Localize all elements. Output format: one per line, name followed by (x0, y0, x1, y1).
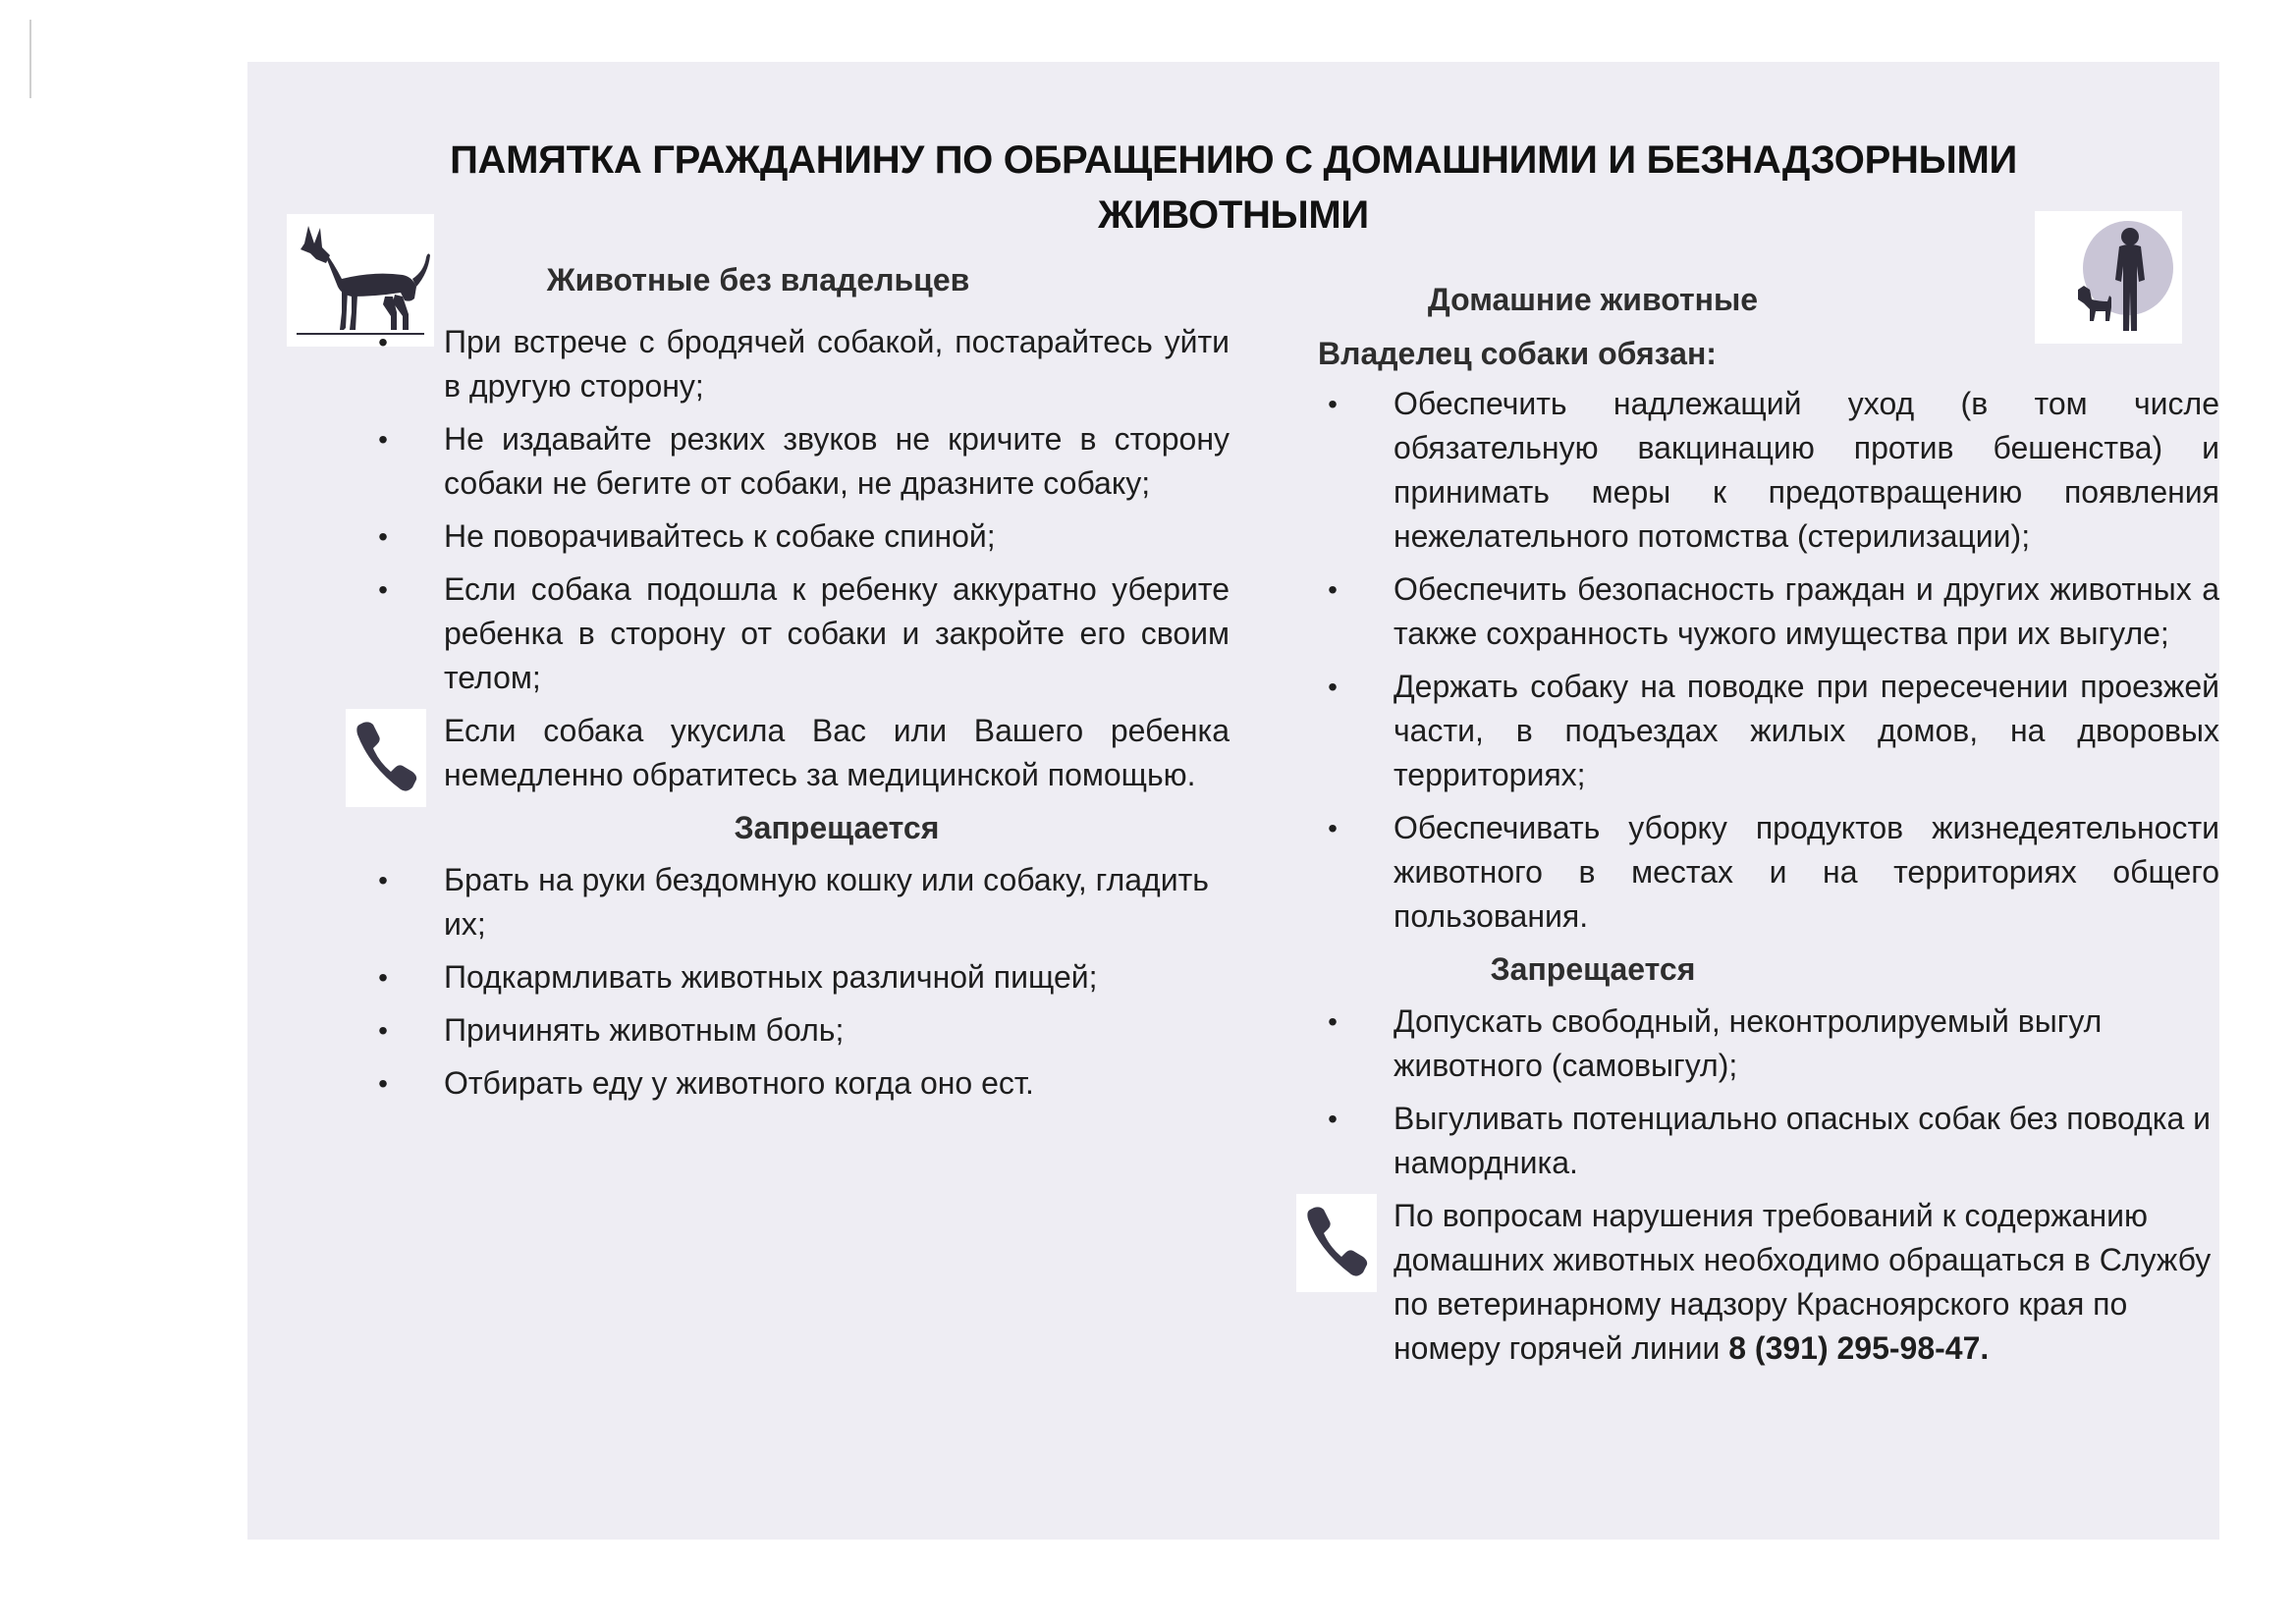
phone-icon (1296, 1194, 1377, 1292)
hotline-note (1318, 1194, 2219, 1371)
pets-heading: Домашние животные (1427, 282, 1759, 317)
bullet-icon: • (378, 521, 388, 552)
owner-duties-list (1318, 382, 2219, 939)
list-item (1318, 665, 2219, 797)
bullet-icon: • (1328, 1006, 1338, 1037)
list-item-text: Обеспечить надлежащий уход (в том числе обязательную вакцинацию против бешенства) и принимать меры к предотвращению появления нежелательного потомства (стерилизации); (1394, 386, 2219, 554)
list-item-text: Если собака подошла к ребенку аккуратно уберите ребенка в сторону от собаки и закройте его своим телом; (444, 571, 1230, 695)
owner-duties-heading: Владелец собаки обязан: (1318, 336, 1717, 371)
list-item-text: Обеспечить безопасность граждан и других животных а также сохранность чужого имущества при их выгуле; (1394, 571, 2219, 651)
phone-image (346, 709, 426, 807)
list-item (247, 320, 1230, 408)
list-item-text: Не поворачивайтесь к собаке спиной; (444, 518, 996, 554)
hotline-text: По вопросам нарушения требований к содержанию домашних животных необходимо обращаться в Службу по ветеринарному надзору Красноярского края по номеру горячей линии (1394, 1198, 2212, 1366)
stray-tips-list (247, 320, 1230, 700)
bullet-icon: • (1328, 813, 1338, 843)
left-forbidden-list (247, 858, 1230, 1106)
list-item (1318, 1097, 2219, 1185)
phone-icon (346, 709, 426, 807)
list-item-text: Причинять животным боль; (444, 1012, 845, 1048)
bullet-icon: • (378, 865, 388, 895)
title-line-1: ПАМЯТКА ГРАЖДАНИНУ ПО ОБРАЩЕНИЮ С ДОМАШНИМИ И БЕЗНАДЗОРНЫМИ (450, 138, 2017, 182)
list-item-text: Допускать свободный, неконтролируемый выгул животного (самовыгул); (1394, 1003, 2103, 1083)
left-forbidden-heading: Запрещается (734, 810, 940, 845)
bullet-icon: • (1328, 574, 1338, 605)
list-item-text: Отбирать еду у животного когда оно ест. (444, 1065, 1034, 1101)
list-item (1318, 382, 2219, 559)
bullet-icon: • (378, 327, 388, 357)
list-item (247, 514, 1230, 559)
list-item-text: Не издавайте резких звуков не кричите в сторону собаки не бегите от собаки, не дразните собаку; (444, 421, 1230, 501)
bullet-icon: • (378, 574, 388, 605)
list-item-text: Подкармливать животных различной пищей; (444, 959, 1098, 995)
bullet-icon: • (1328, 672, 1338, 702)
list-item (247, 568, 1230, 700)
bullet-icon: • (1328, 389, 1338, 419)
pets-column (1318, 278, 2219, 1380)
bullet-icon: • (378, 1015, 388, 1046)
list-item (247, 1061, 1230, 1106)
right-forbidden-heading: Запрещается (1490, 951, 1696, 987)
list-item (247, 858, 1230, 947)
list-item (247, 955, 1230, 1000)
memo-sheet (247, 62, 2219, 1540)
list-item-text: Держать собаку на поводке при пересечении проезжей части, в подъездах жилых домов, на дворовых территориях; (1394, 669, 2219, 792)
list-item (247, 417, 1230, 506)
list-item (1318, 806, 2219, 939)
bullet-icon: • (378, 962, 388, 993)
list-item-text: При встрече с бродячей собакой, постарайтесь уйти в другую сторону; (444, 324, 1230, 404)
right-forbidden-list (1318, 1000, 2219, 1185)
list-item-text: Выгуливать потенциально опасных собак без поводка и намордника. (1394, 1101, 2212, 1180)
list-item (247, 1008, 1230, 1053)
list-item (1318, 1000, 2219, 1088)
list-item-text: Обеспечивать уборку продуктов жизнедеятельности животного в местах и на территориях общего пользования. (1394, 810, 2219, 934)
bullet-icon: • (378, 424, 388, 455)
bullet-icon: • (378, 1068, 388, 1099)
page-title (247, 133, 2219, 243)
medical-help-note (247, 709, 1230, 797)
list-item (1318, 568, 2219, 656)
hotline-number: 8 (391) 295-98-47. (1728, 1330, 1990, 1366)
medical-help-text: Если собака укусила Вас или Вашего ребенка немедленно обратитесь за медицинской помощью. (444, 713, 1230, 792)
list-item-text: Брать на руки бездомную кошку или собаку, гладить их; (444, 862, 1209, 942)
phone-image (1296, 1194, 1377, 1292)
scan-edge-mark (29, 20, 31, 98)
stray-animals-heading: Животные без владельцев (546, 262, 970, 298)
title-line-2: ЖИВОТНЫМИ (1098, 193, 1369, 237)
stray-animals-column (247, 258, 1230, 1114)
bullet-icon: • (1328, 1104, 1338, 1134)
